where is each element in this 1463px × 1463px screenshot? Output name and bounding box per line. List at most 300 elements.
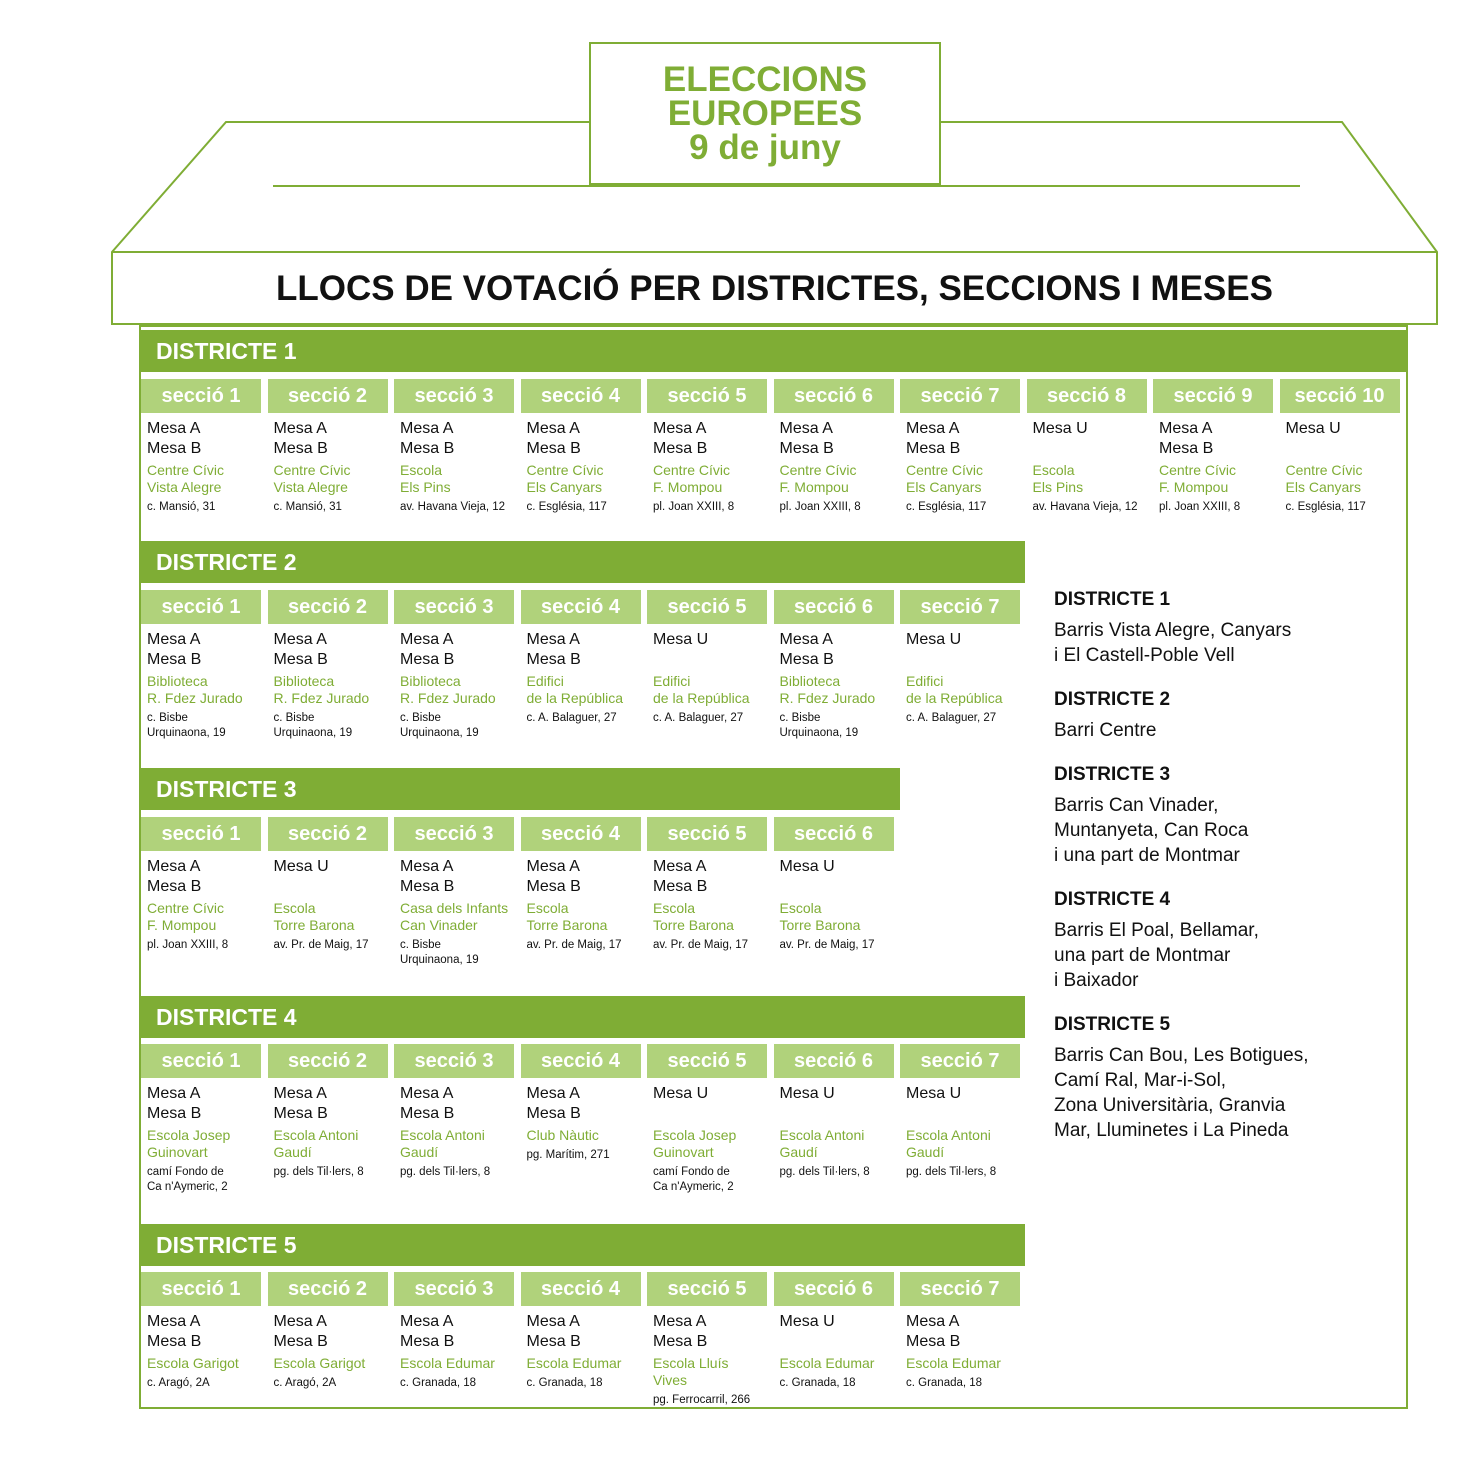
section-card xyxy=(647,379,767,535)
section-label: secció 4 xyxy=(521,1272,641,1306)
polling-address xyxy=(1286,500,1395,515)
text-line: Mesa B xyxy=(273,1333,328,1350)
polling-place xyxy=(906,1127,1015,1161)
text-line: Centre Cívic xyxy=(779,462,857,478)
polling-place xyxy=(400,673,509,707)
text-line: pg. Marítim, 271 xyxy=(526,1149,610,1161)
text-line: Mesa A xyxy=(400,631,454,648)
polling-place xyxy=(906,1355,1015,1372)
text-line xyxy=(1033,439,1142,459)
text-line: av. Pr. de Maig, 17 xyxy=(653,939,749,951)
text-line: Escola Josep xyxy=(147,1127,231,1143)
text-line: Els Pins xyxy=(400,479,451,495)
section-card xyxy=(394,379,514,535)
polling-address xyxy=(274,1376,383,1391)
mesa-list xyxy=(653,1084,762,1124)
polling-address xyxy=(780,1165,889,1180)
text-line: Casa dels Infants xyxy=(400,900,509,916)
text-line: Escola xyxy=(526,900,569,916)
text-line: Mesa A xyxy=(273,1085,327,1102)
text-line: Mesa A xyxy=(400,1085,454,1102)
mesa-list xyxy=(147,419,256,459)
text-line: Vista Alegre xyxy=(147,479,222,495)
text-line: Mesa U xyxy=(653,1085,709,1102)
text-line: av. Pr. de Maig, 17 xyxy=(526,939,622,951)
text-line xyxy=(1286,439,1395,459)
text-line: F. Mompou xyxy=(653,479,723,495)
text-line: Els Pins xyxy=(1032,479,1084,495)
section-card xyxy=(521,1272,641,1406)
polling-address xyxy=(400,938,509,968)
text-line: Mesa B xyxy=(526,651,581,668)
header-line-2: EUROPEES xyxy=(667,93,863,133)
text-line: Escola Antoni xyxy=(400,1127,485,1143)
text-line: Escola Josep xyxy=(653,1127,737,1143)
mesa-list xyxy=(400,857,509,897)
text-line: Escola xyxy=(1032,462,1075,478)
section-body xyxy=(900,1078,1020,1180)
section-card xyxy=(1280,379,1400,535)
polling-address xyxy=(400,711,509,741)
mesa-list xyxy=(147,1084,256,1124)
text-line: c. Bisbe xyxy=(400,712,441,724)
section-body xyxy=(141,413,261,515)
text-line: Mesa B xyxy=(779,440,834,457)
section-body xyxy=(521,624,641,726)
text-line: Torre Barona xyxy=(526,917,608,933)
section-label: secció 2 xyxy=(268,590,388,624)
mesa-list xyxy=(906,1312,1015,1352)
section-label: secció 6 xyxy=(774,590,894,624)
polling-place xyxy=(147,673,256,707)
polling-address xyxy=(274,1165,383,1180)
polling-place xyxy=(1286,462,1395,496)
text-line: Escola Antoni xyxy=(273,1127,359,1143)
text-line: pg. dels Til·lers, 8 xyxy=(906,1166,997,1178)
text-line: Urquinaona, 19 xyxy=(273,727,353,739)
district-header: DISTRICTE 3 xyxy=(140,768,900,810)
mesa-list xyxy=(147,857,256,897)
text-line: Mesa U xyxy=(1285,420,1341,437)
polling-address xyxy=(780,500,889,515)
polling-place xyxy=(527,1127,636,1144)
text-line: c. Mansió, 31 xyxy=(273,501,342,513)
polling-place xyxy=(1033,462,1142,496)
text-line: Mesa B xyxy=(273,440,328,457)
mesa-list xyxy=(780,1312,889,1352)
section-card xyxy=(774,817,894,989)
text-line: Mesa B xyxy=(1159,440,1214,457)
text-line: de la República xyxy=(526,690,624,706)
text-line: Mesa B xyxy=(147,440,202,457)
polling-place xyxy=(780,1355,889,1372)
section-label: secció 5 xyxy=(647,379,767,413)
section-body xyxy=(774,1306,894,1391)
polling-place xyxy=(906,673,1015,707)
mesa-list xyxy=(780,1084,889,1124)
text-line: Mesa A xyxy=(147,420,201,437)
legend-district-title: DISTRICTE 1 xyxy=(1054,589,1171,610)
section-label: secció 3 xyxy=(394,379,514,413)
text-line: Urquinaona, 19 xyxy=(147,727,226,739)
section-card xyxy=(141,590,261,762)
text-line: c. Bisbe xyxy=(147,712,188,724)
polling-address xyxy=(527,1148,636,1163)
text-line: F. Mompou xyxy=(147,917,217,933)
text-line: F. Mompou xyxy=(779,479,849,495)
mesa-list xyxy=(906,1084,1015,1124)
text-line: Torre Barona xyxy=(779,917,861,933)
text-line: Mesa B xyxy=(400,1333,455,1350)
section-body xyxy=(774,1078,894,1180)
section-label: secció 5 xyxy=(647,1044,767,1078)
section-label: secció 4 xyxy=(521,590,641,624)
text-line: Mesa B xyxy=(400,1105,455,1122)
mesa-list xyxy=(400,1084,509,1124)
section-body xyxy=(141,624,261,741)
text-line: c. Granada, 18 xyxy=(526,1377,603,1389)
text-line: de la República xyxy=(906,690,1003,706)
text-line: Escola Garigot xyxy=(273,1355,366,1371)
text-line: Mesa B xyxy=(526,440,581,457)
section-card xyxy=(900,379,1020,535)
text-line: c. Bisbe xyxy=(273,712,315,724)
section-label: secció 1 xyxy=(141,1272,261,1306)
section-body xyxy=(647,851,767,953)
text-line: Mesa A xyxy=(653,858,707,875)
polling-place xyxy=(400,462,509,496)
text-line: Urquinaona, 19 xyxy=(400,727,479,739)
text-line: Ca n'Aymeric, 2 xyxy=(147,1181,228,1193)
section-card xyxy=(647,817,767,989)
legend-district-title: DISTRICTE 3 xyxy=(1054,764,1171,785)
polling-address xyxy=(780,711,889,741)
legend-district-title: DISTRICTE 5 xyxy=(1054,1014,1171,1035)
polling-place xyxy=(274,1127,383,1161)
text-line: c. Aragó, 2A xyxy=(273,1377,337,1389)
text-line: Mesa B xyxy=(653,878,708,895)
text-line: Edifici xyxy=(526,673,564,689)
section-label: secció 2 xyxy=(268,379,388,413)
text-line: Mesa B xyxy=(147,651,202,668)
text-line: R. Fdez Jurado xyxy=(779,690,876,706)
polling-address xyxy=(147,938,256,953)
section-card xyxy=(268,1044,388,1218)
mesa-list xyxy=(780,419,889,459)
polling-address xyxy=(906,711,1015,726)
text-line: Torre Barona xyxy=(653,917,734,933)
section-label: secció 7 xyxy=(900,1272,1020,1306)
mesa-list xyxy=(780,630,889,670)
text-line: Edifici xyxy=(906,673,944,689)
text-line: Mesa A xyxy=(400,420,454,437)
district-header: DISTRICTE 2 xyxy=(140,541,1025,583)
district-header: DISTRICTE 5 xyxy=(140,1224,1025,1266)
text-line: Mesa A xyxy=(526,420,580,437)
text-line: Biblioteca xyxy=(400,673,461,689)
text-line: c. Aragó, 2A xyxy=(147,1377,210,1389)
text-line: Mesa B xyxy=(147,1333,202,1350)
section-card xyxy=(394,1044,514,1218)
section-card xyxy=(521,1044,641,1218)
text-line: Escola Antoni xyxy=(779,1127,865,1143)
text-line: F. Mompou xyxy=(1159,479,1229,495)
text-line: Mesa A xyxy=(526,631,580,648)
section-card xyxy=(647,1272,767,1406)
section-card xyxy=(1153,379,1273,535)
polling-place xyxy=(527,462,636,496)
polling-place xyxy=(653,1355,762,1389)
section-label: secció 6 xyxy=(774,379,894,413)
text-line: Mesa U xyxy=(906,631,962,648)
text-line: Mesa U xyxy=(779,1085,835,1102)
polling-place xyxy=(400,1355,509,1372)
text-line: c. Granada, 18 xyxy=(400,1377,477,1389)
polling-place xyxy=(274,900,383,934)
section-label: secció 5 xyxy=(647,817,767,851)
text-line: Escola Edumar xyxy=(526,1355,622,1371)
mesa-list xyxy=(147,630,256,670)
text-line: Escola Edumar xyxy=(779,1355,875,1371)
section-body xyxy=(141,1078,261,1195)
section-card xyxy=(141,1272,261,1406)
text-line: Mesa A xyxy=(653,420,707,437)
text-line: c. Església, 117 xyxy=(906,501,987,513)
polling-address xyxy=(400,1165,509,1180)
mesa-list xyxy=(147,1312,256,1352)
text-line: Mesa A xyxy=(526,1313,580,1330)
text-line: Mesa B xyxy=(526,1333,581,1350)
legend-district-neighbourhoods: Barris Can Vinader, Muntanyeta, Can Roca i una part de Montmar xyxy=(1054,795,1249,866)
text-line xyxy=(653,1104,762,1124)
text-line: camí Fondo de xyxy=(653,1166,730,1178)
district-legend xyxy=(1054,588,1384,1163)
text-line: Mesa A xyxy=(779,420,833,437)
text-line: c. A. Balaguer, 27 xyxy=(906,712,997,724)
text-line: Mesa A xyxy=(147,858,201,875)
section-body xyxy=(394,624,514,741)
text-line: Gaudí xyxy=(779,1144,818,1160)
section-label: secció 1 xyxy=(141,590,261,624)
polling-address xyxy=(906,1376,1015,1391)
text-line: Mesa U xyxy=(779,858,835,875)
text-line: Mesa A xyxy=(906,420,960,437)
polling-place xyxy=(274,673,383,707)
mesa-list xyxy=(653,1312,762,1352)
text-line: c. Església, 117 xyxy=(526,501,607,513)
text-line: Escola Edumar xyxy=(400,1355,495,1371)
text-line: Biblioteca xyxy=(779,673,841,689)
text-line: Mesa B xyxy=(653,440,708,457)
text-line: Can Vinader xyxy=(400,917,478,933)
text-line: Escola Antoni xyxy=(906,1127,991,1143)
section-card xyxy=(774,1044,894,1218)
text-line: Urquinaona, 19 xyxy=(400,954,479,966)
polling-address xyxy=(147,711,256,741)
header-line-1: ELECCIONS xyxy=(662,59,868,99)
section-label: secció 1 xyxy=(141,1044,261,1078)
mesa-list xyxy=(653,857,762,897)
mesa-list xyxy=(1286,419,1395,459)
text-line: Mesa A xyxy=(147,1085,201,1102)
polling-address xyxy=(653,938,762,953)
polling-address xyxy=(527,938,636,953)
text-line: Mesa B xyxy=(400,651,455,668)
section-body xyxy=(141,851,261,953)
legend-district-neighbourhoods: Barris Vista Alegre, Canyars i El Castell-Poble Vell xyxy=(1054,620,1292,666)
legend-district-neighbourhoods: Barri Centre xyxy=(1054,720,1157,741)
section-body xyxy=(900,1306,1020,1391)
mesa-list xyxy=(274,857,383,897)
text-line: Mesa A xyxy=(273,631,327,648)
polling-place xyxy=(780,673,889,707)
text-line: de la República xyxy=(653,690,750,706)
mesa-list xyxy=(527,1312,636,1352)
section-card xyxy=(900,1044,1020,1218)
section-body xyxy=(141,1306,261,1391)
section-card xyxy=(647,1044,767,1218)
section-body xyxy=(774,624,894,741)
section-body xyxy=(268,624,388,741)
text-line: pl. Joan XXIII, 8 xyxy=(779,501,861,513)
header-date: 9 de juny xyxy=(689,127,841,167)
section-label: secció 3 xyxy=(394,817,514,851)
section-label: secció 2 xyxy=(268,1044,388,1078)
section-body xyxy=(268,1306,388,1391)
text-line: pg. dels Til·lers, 8 xyxy=(400,1166,491,1178)
mesa-list xyxy=(400,1312,509,1352)
page-title: LLOCS DE VOTACIÓ PER DISTRICTES, SECCIONS I MESES xyxy=(276,269,1273,308)
polling-place xyxy=(527,900,636,934)
section-body xyxy=(900,413,1020,515)
section-body xyxy=(521,1078,641,1163)
polling-place xyxy=(780,1127,889,1161)
mesa-list xyxy=(527,630,636,670)
legend-district-title: DISTRICTE 4 xyxy=(1054,889,1171,910)
text-line xyxy=(780,1104,889,1124)
section-body xyxy=(774,851,894,953)
mesa-list xyxy=(274,1312,383,1352)
polling-address xyxy=(527,711,636,726)
text-line: Ca n'Aymeric, 2 xyxy=(653,1181,734,1193)
text-line: Els Canyars xyxy=(526,479,602,495)
text-line: Mesa A xyxy=(273,1313,327,1330)
polling-place xyxy=(527,1355,636,1372)
section-body xyxy=(647,624,767,726)
text-line: av. Pr. de Maig, 17 xyxy=(779,939,875,951)
section-body xyxy=(1280,413,1400,515)
polling-address xyxy=(653,1393,762,1408)
polling-address xyxy=(527,1376,636,1391)
text-line: Mesa B xyxy=(779,651,834,668)
polling-address xyxy=(906,1165,1015,1180)
section-card xyxy=(774,590,894,762)
text-line: Mesa A xyxy=(779,631,833,648)
polling-place xyxy=(147,1127,256,1161)
section-card xyxy=(521,590,641,762)
text-line: R. Fdez Jurado xyxy=(400,690,496,706)
section-body xyxy=(268,851,388,953)
mesa-list xyxy=(906,630,1015,670)
section-body xyxy=(1153,413,1273,515)
text-line: Escola Lluís Vives xyxy=(653,1355,729,1388)
text-line: c. Bisbe xyxy=(779,712,821,724)
polling-place xyxy=(147,462,256,496)
section-label: secció 8 xyxy=(1027,379,1147,413)
polling-address xyxy=(147,1376,256,1391)
section-card xyxy=(521,817,641,989)
polling-address xyxy=(653,1165,762,1195)
section-label: secció 3 xyxy=(394,1272,514,1306)
text-line: Centre Cívic xyxy=(273,462,351,478)
polling-place xyxy=(274,1355,383,1372)
polling-place xyxy=(653,673,762,707)
text-line: Mesa A xyxy=(526,858,580,875)
section-body xyxy=(521,413,641,515)
text-line: Mesa U xyxy=(273,858,329,875)
section-label: secció 5 xyxy=(647,590,767,624)
text-line: Mesa U xyxy=(1032,420,1088,437)
text-line: Mesa B xyxy=(400,878,455,895)
mesa-list xyxy=(527,1084,636,1124)
text-line: Centre Cívic xyxy=(147,900,225,916)
section-body xyxy=(1027,413,1147,515)
section-card xyxy=(647,590,767,762)
text-line: Mesa B xyxy=(526,878,581,895)
text-line: Mesa B xyxy=(273,1105,328,1122)
mesa-list xyxy=(527,857,636,897)
section-label: secció 10 xyxy=(1280,379,1400,413)
text-line xyxy=(906,650,1015,670)
text-line: c. Granada, 18 xyxy=(779,1377,856,1389)
text-line: Mesa A xyxy=(147,1313,201,1330)
text-line: pl. Joan XXIII, 8 xyxy=(653,501,735,513)
text-line: Mesa A xyxy=(653,1313,707,1330)
text-line: Escola Garigot xyxy=(147,1355,239,1371)
polling-address xyxy=(780,1376,889,1391)
text-line: pg. dels Til·lers, 8 xyxy=(779,1166,870,1178)
text-line: Biblioteca xyxy=(147,673,208,689)
text-line: av. Havana Vieja, 12 xyxy=(400,501,506,513)
legend-district-neighbourhoods: Barris El Poal, Bellamar, una part de Montmar i Baixador xyxy=(1054,920,1259,991)
mesa-list xyxy=(653,419,762,459)
section-card xyxy=(774,379,894,535)
section-body xyxy=(394,1306,514,1391)
section-label: secció 4 xyxy=(521,379,641,413)
polling-address xyxy=(780,938,889,953)
mesa-list xyxy=(400,630,509,670)
section-card xyxy=(521,379,641,535)
section-body xyxy=(647,1306,767,1408)
legend-district-title: DISTRICTE 2 xyxy=(1054,689,1171,710)
section-card xyxy=(141,1044,261,1218)
text-line: Mesa B xyxy=(400,440,455,457)
text-line: c. Granada, 18 xyxy=(906,1377,983,1389)
text-line: Mesa U xyxy=(906,1085,962,1102)
section-label: secció 2 xyxy=(268,817,388,851)
section-card xyxy=(268,817,388,989)
text-line: Vista Alegre xyxy=(273,479,348,495)
section-label: secció 3 xyxy=(394,1044,514,1078)
text-line: c. A. Balaguer, 27 xyxy=(526,712,617,724)
section-label: secció 4 xyxy=(521,1044,641,1078)
mesa-list xyxy=(906,419,1015,459)
section-label: secció 1 xyxy=(141,379,261,413)
section-card xyxy=(268,590,388,762)
text-line: Mesa B xyxy=(906,440,961,457)
legend-district-neighbourhoods: Barris Can Bou, Les Botigues, Camí Ral, Mar-i-Sol, Zona Universitària, Granvia Mar, Lluminetes i La Pineda xyxy=(1054,1045,1309,1141)
text-line: c. Mansió, 31 xyxy=(147,501,216,513)
